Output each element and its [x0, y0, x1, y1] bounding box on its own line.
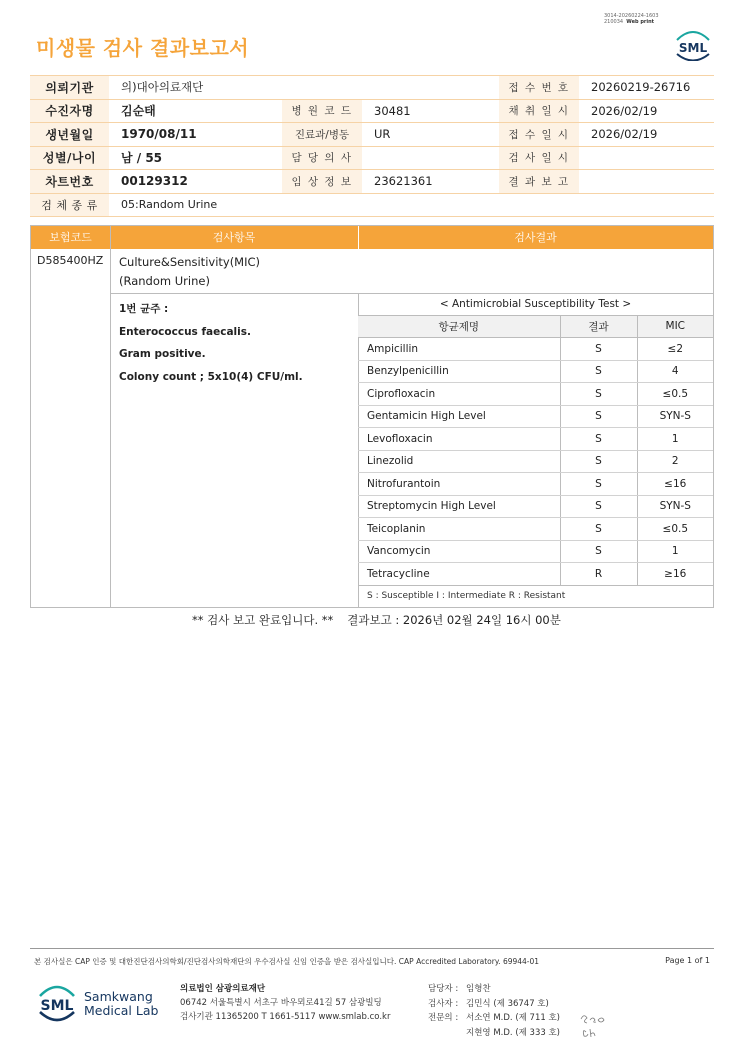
ast-drug: Nitrofurantoin — [358, 473, 560, 496]
ast-legend: S : Susceptible I : Intermediate R : Resistant — [367, 590, 566, 601]
ast-drug: Streptomycin High Level — [358, 495, 560, 518]
org-name: 의료법인 삼광의료재단 — [180, 984, 266, 994]
requester-label: 의뢰기관 — [30, 76, 109, 100]
ast-drug: Ciprofloxacin — [358, 383, 560, 406]
ast-drug: Tetracycline — [358, 563, 560, 586]
ast-row — [358, 360, 713, 383]
ast-drug: Vancomycin — [358, 540, 560, 563]
col-test-result: 검사결과 — [514, 231, 557, 244]
manager-name: 임형찬 — [466, 984, 491, 994]
organism-header: 1번 균주 : — [119, 303, 169, 315]
ast-table — [358, 293, 713, 606]
logo-wordmark — [84, 990, 158, 1018]
ast-mic: SYN-S — [637, 495, 713, 518]
receipt-no-label: 접 수 번 호 — [499, 76, 579, 100]
clinical-info-value: 23621361 — [362, 170, 499, 194]
specialist-1: 서소연 M.D. (제 711 호) — [466, 1013, 561, 1023]
page-number: Page 1 of 1 — [665, 956, 710, 965]
ast-row — [358, 518, 713, 541]
print-stamp-id: 3014-20260224-1603 — [604, 13, 659, 19]
doctor-label: 담 당 의 사 — [282, 146, 362, 170]
ast-row — [358, 428, 713, 451]
ast-result: S — [560, 540, 637, 563]
hospital-code-value: 30481 — [362, 99, 499, 123]
certification-note: 본 검사실은 CAP 인증 및 대한진단검사의학회/진단검사의학재단의 우수검사실 신임 인증을 받은 검사실입니다. CAP Accredited Laboratory. 69944-01 — [34, 957, 540, 966]
receipt-date-label: 접 수 일 시 — [499, 123, 579, 147]
clinical-info-label: 임 상 정 보 — [282, 170, 362, 194]
results-section — [30, 225, 714, 608]
ast-drug: Teicoplanin — [358, 518, 560, 541]
test-name — [119, 253, 260, 291]
ast-result: S — [560, 360, 637, 383]
ast-mic: 4 — [637, 360, 713, 383]
address: 06742 서울특별시 서초구 바우뫼로41길 57 삼광빌딩 — [180, 998, 382, 1008]
hospital-code-label: 병 원 코 드 — [282, 99, 362, 123]
ast-row — [358, 495, 713, 518]
ast-row — [358, 450, 713, 473]
divider — [358, 226, 359, 249]
report-value — [579, 170, 714, 194]
contact: 검사기관 11365200 T 1661-5117 www.smlab.co.kr — [180, 1012, 391, 1022]
organism-name: Enterococcus faecalis. — [119, 325, 251, 338]
manager-label: 담당자 : — [428, 984, 459, 994]
ast-row — [358, 563, 713, 586]
name-value: 김순태 — [109, 99, 282, 123]
test-name-line1: Culture&Sensitivity(MIC) — [119, 255, 261, 269]
test-date-value — [579, 146, 714, 170]
print-stamp — [604, 13, 659, 25]
report-label: 결 과 보 고 — [499, 170, 579, 194]
dept-label: 진료과/병동 — [282, 123, 362, 147]
ast-drug: Benzylpenicillin — [358, 360, 560, 383]
sex-age-label: 성별/나이 — [30, 146, 109, 170]
requester-value: 의)대아의료재단 — [109, 76, 499, 100]
page-title: 미생물 검사 결과보고서 — [36, 36, 250, 60]
sex-age-value: 남 / 55 — [109, 146, 282, 170]
ast-result: S — [560, 450, 637, 473]
dob-label: 생년월일 — [30, 123, 109, 147]
sml-logo-text: SML — [40, 998, 74, 1014]
receipt-date-value: 2026/02/19 — [579, 123, 714, 147]
ast-title: < Antimicrobial Susceptibility Test > — [358, 293, 713, 315]
tester-label: 검사자 : — [428, 998, 459, 1009]
colony-count: Colony count ; 5x10(4) CFU/ml. — [119, 370, 303, 383]
ast-result: S — [560, 518, 637, 541]
ast-col-drug: 항균제명 — [358, 315, 560, 338]
sml-badge-text: SML — [678, 41, 708, 55]
ast-legend-row — [358, 585, 713, 606]
ast-mic: ≤16 — [637, 473, 713, 496]
sml-logo — [36, 980, 78, 1026]
sml-badge-logo — [674, 27, 712, 61]
logo-text-1: Samkwang — [84, 989, 153, 1004]
logo-text-2: Medical Lab — [84, 1003, 159, 1018]
chart-no-value: 00129312 — [109, 170, 282, 194]
footer-divider — [30, 948, 714, 949]
receipt-no-value: 20260219-26716 — [579, 76, 714, 100]
ast-mic: SYN-S — [637, 405, 713, 428]
ast-mic: 2 — [637, 450, 713, 473]
ast-mic: ≤0.5 — [637, 518, 713, 541]
ast-result: S — [560, 473, 637, 496]
print-stamp-code: 210034 — [604, 19, 624, 25]
ast-result: S — [560, 383, 637, 406]
col-test-item: 검사항목 — [212, 231, 256, 244]
tester-name: 김민식 (제 36747 호) — [466, 998, 549, 1009]
ast-row — [358, 473, 713, 496]
ast-result: R — [560, 563, 637, 586]
ast-result: S — [560, 495, 637, 518]
chart-no-label: 차트번호 — [30, 170, 109, 194]
completion-message: ** 검사 보고 완료입니다. ** — [192, 613, 334, 627]
test-date-label: 검 사 일 시 — [499, 146, 579, 170]
ast-col-mic: MIC — [637, 315, 713, 338]
org-address — [180, 996, 390, 1024]
organism-info — [119, 298, 303, 388]
dob-value: 1970/08/11 — [109, 123, 282, 147]
ast-col-result: 결과 — [560, 315, 637, 338]
ast-mic: 1 — [637, 540, 713, 563]
ast-row — [358, 338, 713, 361]
test-name-line2: (Random Urine) — [119, 274, 210, 288]
print-stamp-label: Web print — [626, 19, 655, 25]
ast-drug: Linezolid — [358, 450, 560, 473]
ast-row — [358, 405, 713, 428]
results-header — [31, 226, 713, 249]
ast-drug: Gentamicin High Level — [358, 405, 560, 428]
ast-drug: Levofloxacin — [358, 428, 560, 451]
ast-mic: ≤2 — [637, 338, 713, 361]
doctor-value — [362, 146, 499, 170]
ast-mic: ≥16 — [637, 563, 713, 586]
specimen-value: 05:Random Urine — [109, 193, 714, 217]
divider — [110, 226, 111, 607]
ast-result: S — [560, 405, 637, 428]
specialist-2: 지현영 M.D. (제 333 호) — [466, 1027, 561, 1038]
name-label: 수진자명 — [30, 99, 109, 123]
report-time: 결과보고 : 2026년 02월 24일 16시 00분 — [347, 613, 561, 627]
ast-row — [358, 540, 713, 563]
collection-date-label: 채 취 일 시 — [499, 99, 579, 123]
patient-info-table — [30, 75, 714, 217]
insurance-code: D585400HZ — [37, 254, 104, 267]
gram-stain: Gram positive. — [119, 348, 206, 360]
ast-result: S — [560, 428, 637, 451]
collection-date-value: 2026/02/19 — [579, 99, 714, 123]
signature-image — [578, 1010, 608, 1040]
ast-drug: Ampicillin — [358, 338, 560, 361]
ast-mic: ≤0.5 — [637, 383, 713, 406]
ast-mic: 1 — [637, 428, 713, 451]
specialist-label: 전문의 : — [428, 1013, 459, 1023]
col-insurance-code: 보험코드 — [49, 231, 92, 244]
completion-note — [192, 612, 561, 628]
ast-result: S — [560, 338, 637, 361]
ast-row — [358, 383, 713, 406]
staff-list — [428, 982, 560, 1040]
dept-value: UR — [362, 123, 499, 147]
specimen-label: 검 체 종 류 — [30, 193, 109, 217]
